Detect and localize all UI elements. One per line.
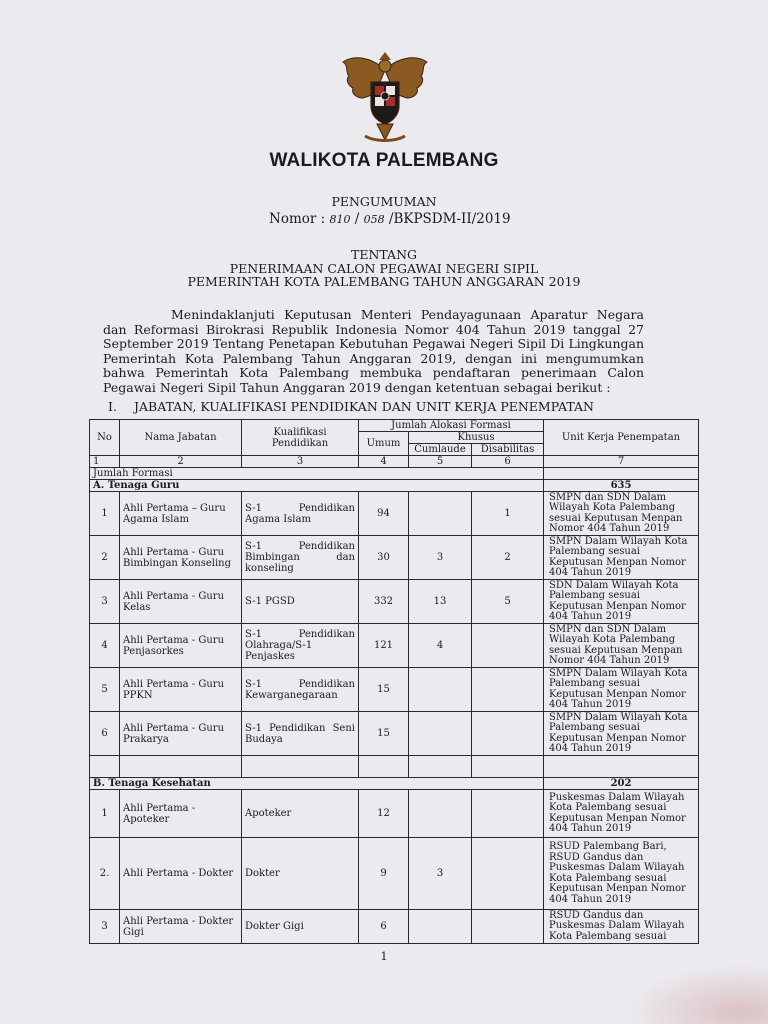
- row-disabilitas: [472, 712, 544, 756]
- row-jabatan: Ahli Pertama – Guru Agama Islam: [120, 492, 242, 536]
- row-jabatan: Ahli Pertama - Guru Kelas: [120, 580, 242, 624]
- subject-line-3: PEMERINTAH KOTA PALEMBANG TAHUN ANGGARAN 2019: [187, 274, 581, 289]
- subject-line-2: PENERIMAAN CALON PEGAWAI NEGERI SIPIL: [229, 260, 539, 276]
- subject-line-1: TENTANG: [350, 247, 417, 262]
- row-kualifikasi: S-1 Pendidikan Agama Islam: [242, 492, 359, 536]
- row-no: 3: [90, 910, 120, 944]
- table-row: [90, 536, 699, 580]
- row-cumlaude: [409, 790, 472, 838]
- table-row: [90, 790, 699, 838]
- column-number-row: [90, 456, 699, 468]
- row-no: 1: [90, 790, 120, 838]
- row-disabilitas: 1: [472, 492, 544, 536]
- garuda-emblem-icon: [335, 48, 435, 148]
- table-row: [90, 580, 699, 624]
- header-kualifikasi: Kualifikasi Pendidikan: [242, 420, 359, 456]
- column-number-5: 5: [409, 456, 472, 468]
- row-unit: SDN Dalam Wilayah Kota Palembang sesuai Keputusan Menpan Nomor 404 Tahun 2019: [544, 580, 699, 624]
- row-cumlaude: 3: [409, 838, 472, 910]
- header-umum: Umum: [359, 432, 409, 456]
- row-unit: SMPN Dalam Wilayah Kota Palembang sesuai Keputusan Menpan Nomor 404 Tahun 2019: [544, 668, 699, 712]
- group-header-row: [90, 778, 699, 790]
- row-kualifikasi: S-1 PGSD: [242, 580, 359, 624]
- nomor-handwritten-1: 810: [329, 213, 351, 226]
- row-jabatan: Ahli Pertama - Dokter Gigi: [120, 910, 242, 944]
- row-umum: 121: [359, 624, 409, 668]
- row-jabatan: Ahli Pertama - Guru Prakarya: [120, 712, 242, 756]
- announcement-label: PENGUMUMAN: [331, 194, 437, 209]
- nomor-label: Nomor :: [269, 211, 326, 227]
- row-unit: RSUD Palembang Bari, RSUD Gandus dan Puskesmas Dalam Wilayah Kota Palembang sesuai Keputusan Menpan Nomor 404 Tahun 2019: [544, 838, 699, 910]
- row-no: 2.: [90, 838, 120, 910]
- table-row: [90, 492, 699, 536]
- row-kualifikasi: S-1 Pendidikan Seni Budaya: [242, 712, 359, 756]
- row-unit: SMPN Dalam Wilayah Kota Palembang sesuai Keputusan Menpan Nomor 404 Tahun 2019: [544, 536, 699, 580]
- row-unit: SMPN dan SDN Dalam Wilayah Kota Palembang sesuai Keputusan Menpan Nomor 404 Tahun 2019: [544, 624, 699, 668]
- formation-table: [89, 419, 699, 944]
- document-number: [269, 211, 511, 227]
- jumlah-formasi-row: [90, 468, 699, 480]
- row-unit: SMPN dan SDN Dalam Wilayah Kota Palembang sesuai Keputusan Menpan Nomor 404 Tahun 2019: [544, 492, 699, 536]
- row-no: 5: [90, 668, 120, 712]
- group-name: B. Tenaga Kesehatan: [90, 778, 544, 790]
- row-umum: 15: [359, 712, 409, 756]
- header-no: No: [90, 420, 120, 456]
- column-number-4: 4: [359, 456, 409, 468]
- row-disabilitas: [472, 910, 544, 944]
- row-disabilitas: [472, 668, 544, 712]
- group-total: 635: [544, 480, 699, 492]
- row-cumlaude: 4: [409, 624, 472, 668]
- table-row: [90, 668, 699, 712]
- nomor-handwritten-2: 058: [363, 213, 385, 226]
- page-number: 1: [380, 950, 388, 963]
- row-unit: Puskesmas Dalam Wilayah Kota Palembang sesuai Keputusan Menpan Nomor 404 Tahun 2019: [544, 790, 699, 838]
- group-header-row: [90, 480, 699, 492]
- row-cumlaude: 13: [409, 580, 472, 624]
- row-umum: 332: [359, 580, 409, 624]
- row-cumlaude: [409, 492, 472, 536]
- row-kualifikasi: S-1 Pendidikan Bimbingan dan konseling: [242, 536, 359, 580]
- header-alokasi: Jumlah Alokasi Formasi: [359, 420, 544, 432]
- row-kualifikasi: Dokter: [242, 838, 359, 910]
- header-cumlaude: Cumlaude: [409, 444, 472, 456]
- row-jabatan: Ahli Pertama - Dokter: [120, 838, 242, 910]
- paper-stain: [628, 964, 768, 1024]
- table-row: [90, 624, 699, 668]
- row-no: 3: [90, 580, 120, 624]
- header-unit: Unit Kerja Penempatan: [544, 420, 699, 456]
- row-jabatan: Ahli Pertama - Apoteker: [120, 790, 242, 838]
- header-jabatan: Nama Jabatan: [120, 420, 242, 456]
- row-no: 1: [90, 492, 120, 536]
- row-umum: 9: [359, 838, 409, 910]
- row-jabatan: Ahli Pertama - Guru Penjasorkes: [120, 624, 242, 668]
- row-disabilitas: 2: [472, 536, 544, 580]
- row-umum: 12: [359, 790, 409, 838]
- column-number-7: 7: [544, 456, 699, 468]
- row-umum: 15: [359, 668, 409, 712]
- table-row: [90, 910, 699, 944]
- column-number-3: 3: [242, 456, 359, 468]
- row-umum: 30: [359, 536, 409, 580]
- row-jabatan: Ahli Pertama - Guru PPKN: [120, 668, 242, 712]
- section-heading: [108, 399, 594, 414]
- row-cumlaude: [409, 712, 472, 756]
- group-name: A. Tenaga Guru: [90, 480, 544, 492]
- intro-paragraph: Menindaklanjuti Keputusan Menteri Pendayagunaan Aparatur Negara dan Reformasi Birokrasi Republik Indonesia Nomor 404 Tahun 2019 tanggal 27 September 2019 Tentang Penetapan Kebutuhan Pegawai Negeri Sipil Di Lingkungan Pemerintah Kota Palembang Tahun Anggaran 2019, dengan ini mengumumkan bahwa Pemerintah Kota Palembang membuka pendaftaran penerimaan Calon Pegawai Negeri Sipil Tahun Anggaran 2019 dengan ketentuan sebagai berikut :: [103, 307, 644, 395]
- row-unit: SMPN Dalam Wilayah Kota Palembang sesuai Keputusan Menpan Nomor 404 Tahun 2019: [544, 712, 699, 756]
- section-number: I.: [108, 399, 117, 414]
- subject-block: [0, 248, 768, 289]
- row-kualifikasi: Dokter Gigi: [242, 910, 359, 944]
- column-number-2: 2: [120, 456, 242, 468]
- row-no: 2: [90, 536, 120, 580]
- row-disabilitas: [472, 838, 544, 910]
- row-no: 6: [90, 712, 120, 756]
- header-khusus: Khusus: [409, 432, 544, 444]
- nomor-suffix: /BKPSDM-II/2019: [388, 211, 511, 227]
- group-total: 202: [544, 778, 699, 790]
- nomor-separator: /: [354, 211, 360, 227]
- header-disabilitas: Disabilitas: [472, 444, 544, 456]
- row-disabilitas: [472, 624, 544, 668]
- row-cumlaude: 3: [409, 536, 472, 580]
- table-row: [90, 712, 699, 756]
- row-kualifikasi: S-1 Pendidikan Kewarganegaraan: [242, 668, 359, 712]
- row-umum: 94: [359, 492, 409, 536]
- row-disabilitas: 5: [472, 580, 544, 624]
- row-kualifikasi: Apoteker: [242, 790, 359, 838]
- row-jabatan: Ahli Pertama - Guru Bimbingan Konseling: [120, 536, 242, 580]
- row-cumlaude: [409, 668, 472, 712]
- row-kualifikasi: S-1 Pendidikan Olahraga/S-1 Penjaskes: [242, 624, 359, 668]
- empty-row: [90, 756, 699, 778]
- jumlah-formasi-label: Jumlah Formasi: [90, 468, 544, 480]
- issuer-title: WALIKOTA PALEMBANG: [269, 150, 499, 171]
- column-number-1: 1: [90, 456, 120, 468]
- row-cumlaude: [409, 910, 472, 944]
- row-unit: RSUD Gandus dan Puskesmas Dalam Wilayah Kota Palembang sesuai: [544, 910, 699, 944]
- section-title: JABATAN, KUALIFIKASI PENDIDIKAN DAN UNIT KERJA PENEMPATAN: [134, 399, 594, 414]
- row-umum: 6: [359, 910, 409, 944]
- column-number-6: 6: [472, 456, 544, 468]
- table-row: [90, 838, 699, 910]
- row-no: 4: [90, 624, 120, 668]
- row-disabilitas: [472, 790, 544, 838]
